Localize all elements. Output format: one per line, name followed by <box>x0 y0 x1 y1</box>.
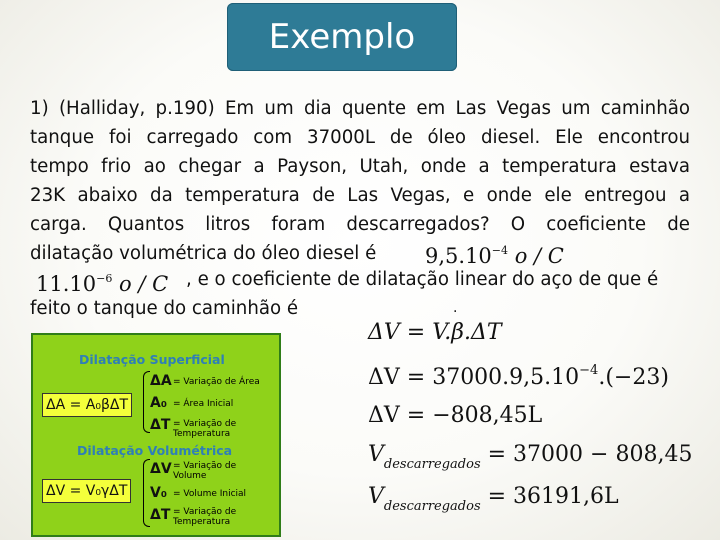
problem-statement <box>30 94 690 268</box>
volume-term-desc: = Variação de Volume <box>173 461 237 481</box>
statement-line-7: , e o coeficiente de dilatação linear do aço de que é <box>186 269 659 290</box>
surface-term-symbol: A₀ <box>150 395 167 411</box>
equation-4: $V_{descarregados} = 37000 - 808,45$ <box>368 442 693 472</box>
volume-term-symbol: ΔV <box>150 461 172 477</box>
statement-line-6: dilatação volumétrica do óleo diesel é <box>30 243 377 264</box>
surface-term-symbol: ΔT <box>150 417 171 433</box>
diesel-coefficient: $9,5.10^{-4}$ o / C <box>425 244 564 268</box>
volume-term-desc: = Variação de Temperatura <box>173 507 237 527</box>
surface-term-desc: = Variação de Área <box>173 377 260 387</box>
period-mark: . <box>453 300 458 316</box>
surface-formula: ΔA = A₀βΔT <box>42 393 132 417</box>
statement-line-8: feito o tanque do caminhão é <box>30 298 299 319</box>
equation-3: ΔV = −808,45L <box>368 403 543 428</box>
statement-line-3: tempo frio ao chegar a Payson, Utah, onde a temperatura estava <box>30 156 690 177</box>
statement-line-1: 1) (Halliday, p.190) Em um dia quente em Las Vegas um caminhão <box>30 98 690 119</box>
statement-line-4: 23K abaixo da temperatura de Las Vegas, e onde ele entregou a <box>30 185 690 206</box>
title-banner <box>227 3 457 71</box>
surface-brace <box>143 371 150 433</box>
equation-2: $\Delta V = 37000.9,5.10^{-4}.(-23)$ <box>368 363 669 390</box>
volume-term-symbol: ΔT <box>150 507 171 523</box>
steel-coefficient: $11.10^{-6}$ o / C <box>36 272 169 296</box>
volume-brace <box>143 459 150 527</box>
volume-term-symbol: V₀ <box>150 485 167 501</box>
volume-formula: ΔV = V₀γΔT <box>42 479 131 503</box>
surface-term-symbol: ΔA <box>150 373 172 389</box>
volume-heading: Dilatação Volumétrica <box>77 443 233 458</box>
surface-term-desc: = Área Inicial <box>173 399 234 409</box>
slide-title: Exemplo <box>268 17 416 57</box>
dilatation-formula-figure <box>31 333 281 537</box>
equation-1: ΔV = V.β.ΔT <box>368 320 502 345</box>
volume-term-desc: = Volume Inicial <box>173 489 247 499</box>
statement-line-5: carga. Quantos litros foram descarregados? O coeficiente de <box>30 214 690 235</box>
surface-term-desc: = Variação de Temperatura <box>173 419 237 439</box>
surface-heading: Dilatação Superficial <box>79 352 225 367</box>
statement-line-2: tanque foi carregado com 37000L de óleo diesel. Ele encontrou <box>30 127 690 148</box>
equation-5: $V_{descarregados} = 36191,6L$ <box>368 484 619 514</box>
